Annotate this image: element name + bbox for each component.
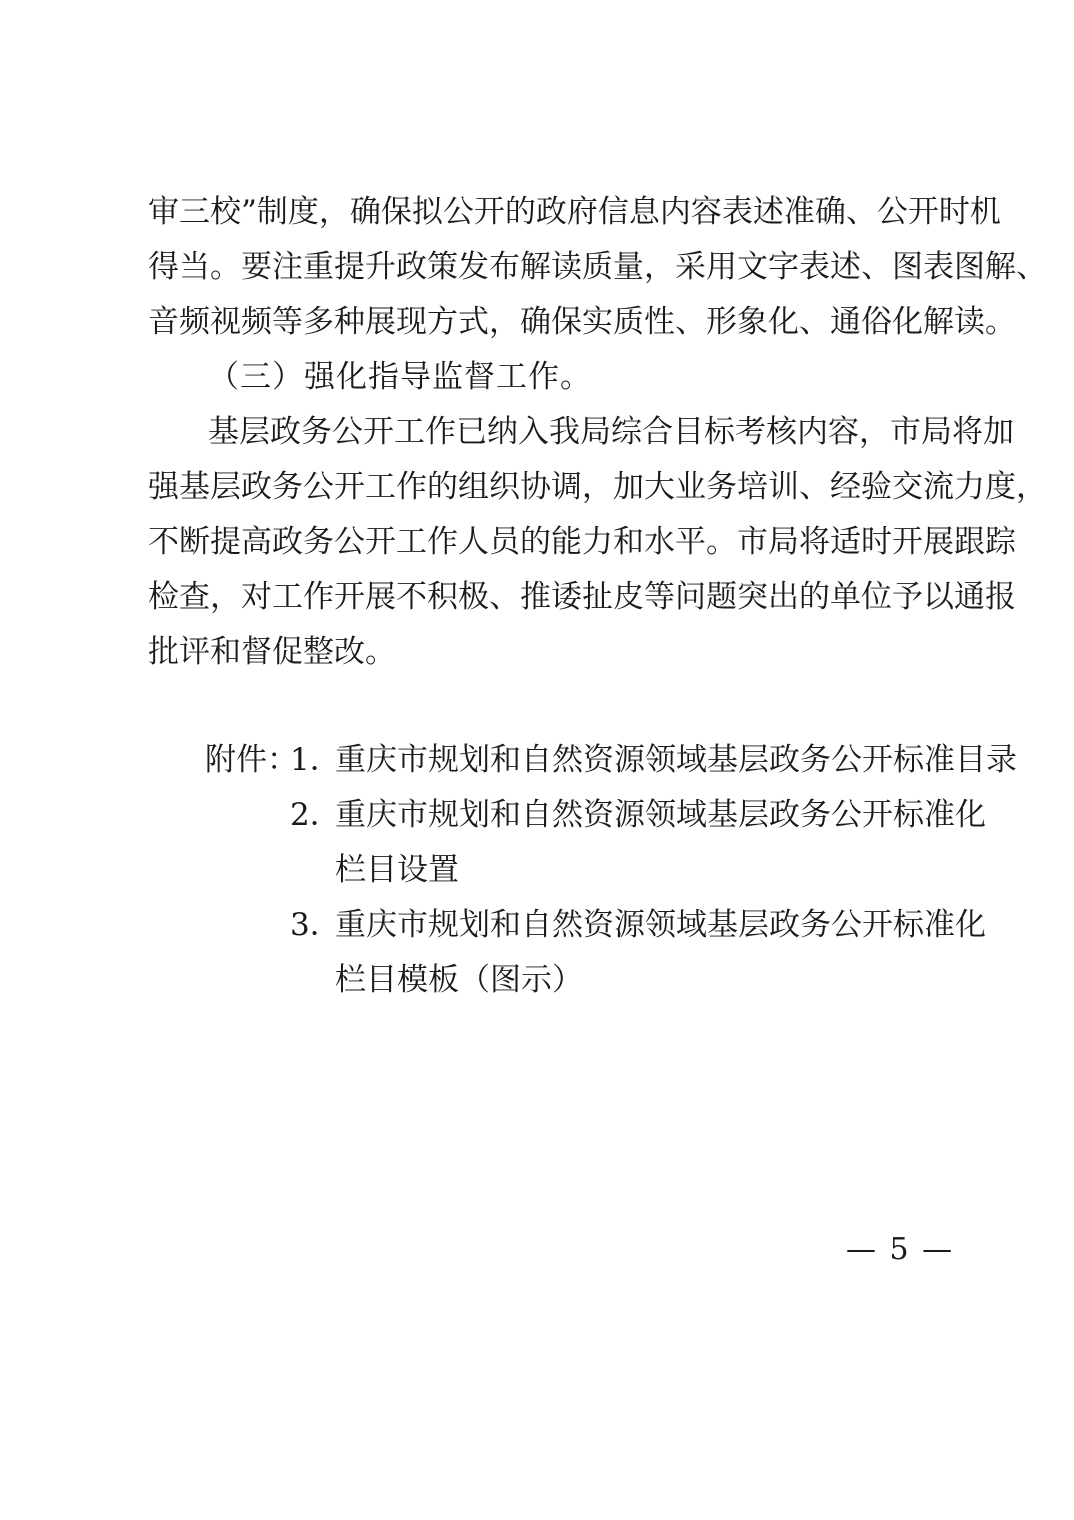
paragraph-line: 得当。要注重提升政策发布解读质量，采用文字表述、图表图解、 <box>148 249 1047 285</box>
paragraph-line: 批评和督促整改。 <box>148 634 396 670</box>
attachment-number: 2． <box>290 797 341 833</box>
attachment-number: 1． <box>290 742 341 778</box>
paragraph-line: 不断提高政务公开工作人员的能力和水平。市局将适时开展跟踪 <box>148 524 1016 560</box>
section-heading: （三）强化指导监督工作。 <box>208 359 592 395</box>
paragraph-line: 音频视频等多种展现方式，确保实质性、形象化、通俗化解读。 <box>148 304 1016 340</box>
paragraph-line: 检查，对工作开展不积极、推诿扯皮等问题突出的单位予以通报 <box>148 579 1016 615</box>
attachment-title: 重庆市规划和自然资源领域基层政务公开标准化 <box>335 907 986 943</box>
attachment-title: 重庆市规划和自然资源领域基层政务公开标准目录 <box>335 742 1017 778</box>
attachment-number: 3． <box>290 907 341 943</box>
attachments-label: 附件： <box>205 742 298 778</box>
paragraph-line: 强基层政务公开工作的组织协调，加大业务培训、经验交流力度， <box>148 469 1047 505</box>
attachment-title-continued: 栏目模板（图示） <box>335 962 583 998</box>
paragraph-line: 基层政务公开工作已纳入我局综合目标考核内容，市局将加 <box>208 414 1014 450</box>
page-number: — 5 — <box>846 1232 955 1267</box>
attachment-title: 重庆市规划和自然资源领域基层政务公开标准化 <box>335 797 986 833</box>
paragraph-line: 审三校”制度，确保拟公开的政府信息内容表述准确、公开时机 <box>148 194 1001 230</box>
attachment-title-continued: 栏目设置 <box>335 852 459 888</box>
